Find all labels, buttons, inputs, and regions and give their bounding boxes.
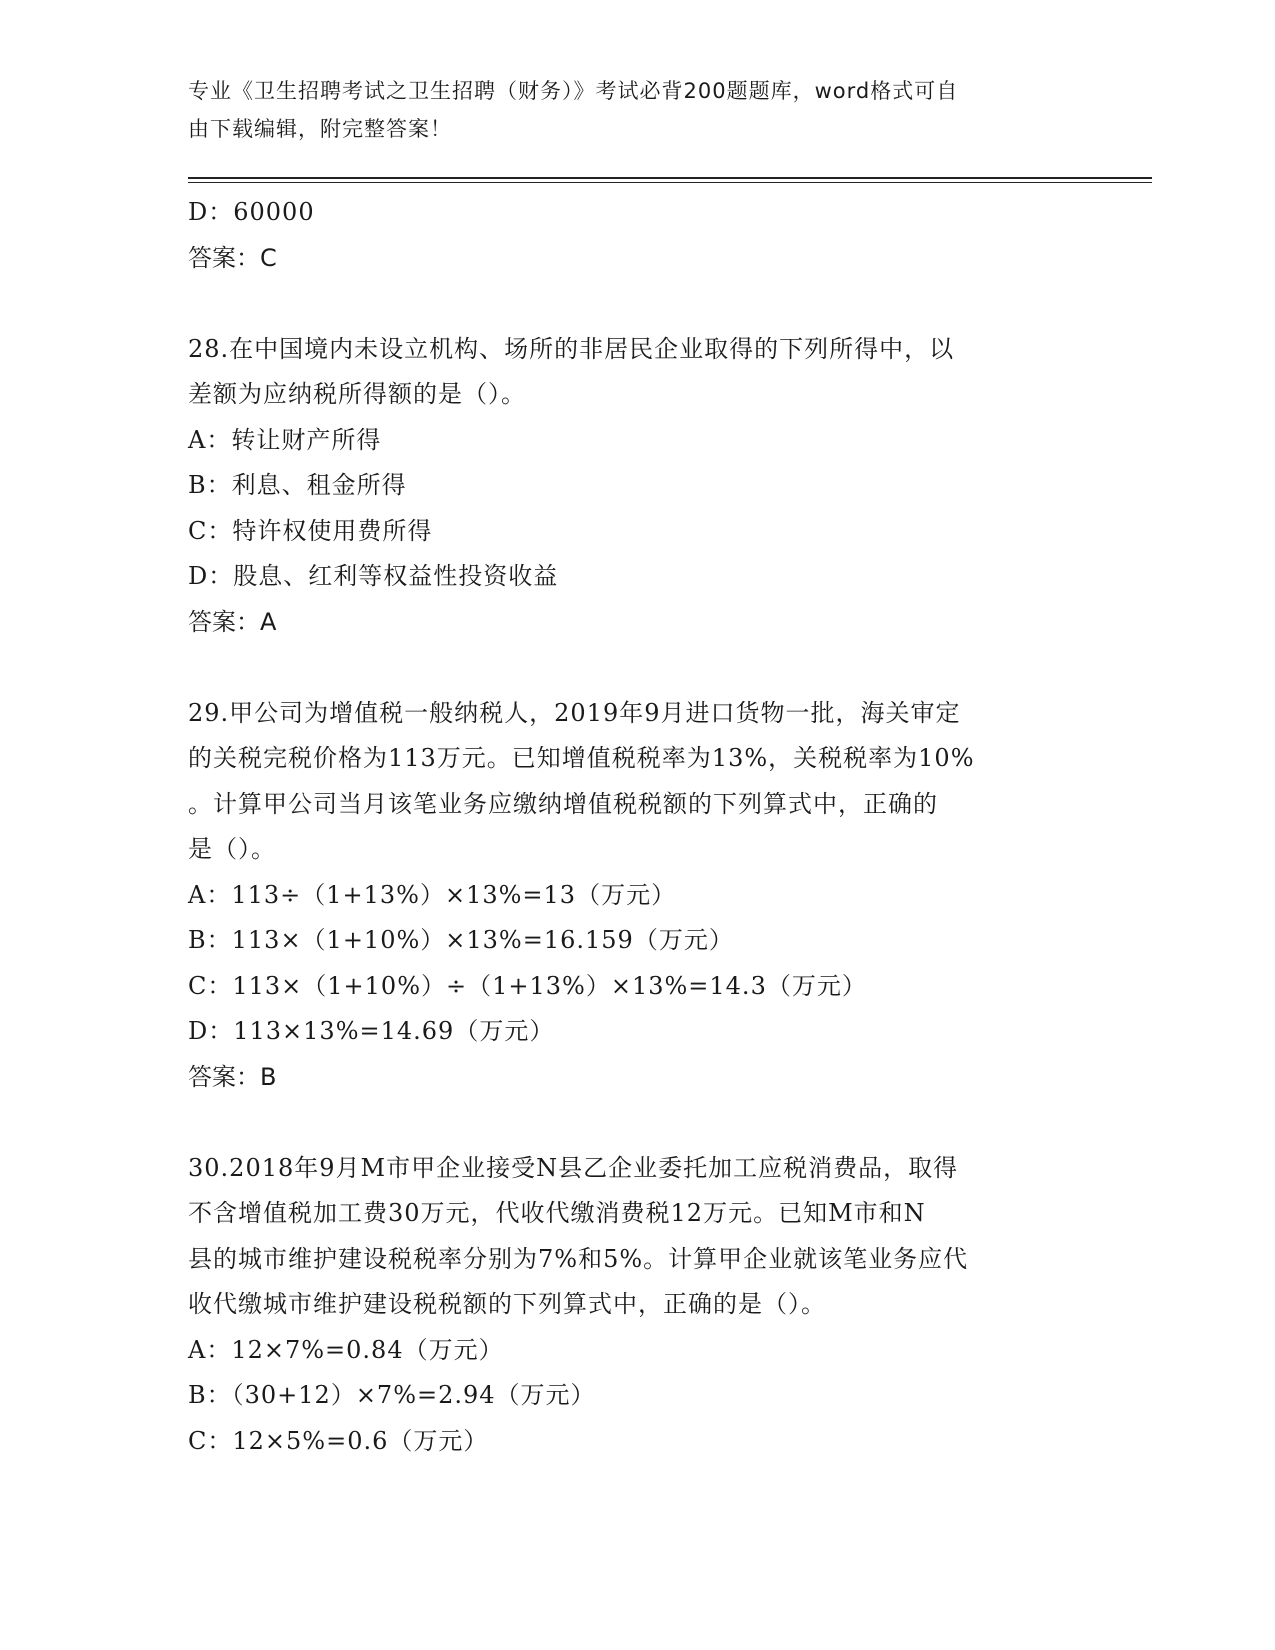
header-rule-thick	[188, 177, 1152, 179]
question-stem-line: 29.甲公司为增值税一般纳税人，2019年9月进口货物一批，海关审定	[188, 698, 961, 727]
header-rule-thin	[188, 182, 1152, 183]
option-a: A：12×7%=0.84（万元）	[188, 1335, 504, 1364]
question-stem-line: 县的城市维护建设税税率分别为7%和5%。计算甲企业就该笔业务应代	[188, 1244, 969, 1273]
question-stem-line: 28.在中国境内未设立机构、场所的非居民企业取得的下列所得中，以	[188, 334, 955, 363]
spacer	[188, 645, 1088, 691]
option-b: B：利息、租金所得	[188, 471, 407, 499]
answer: 答案：C	[188, 243, 277, 272]
question-stem-line: 收代缴城市维护建设税税额的下列算式中，正确的是（）。	[188, 1290, 826, 1318]
answer: 答案：B	[188, 1062, 277, 1091]
option-c: C：113×（1+10%）÷（1+13%）×13%=14.3（万元）	[188, 971, 867, 1000]
answer: 答案：A	[188, 607, 277, 636]
question-29	[188, 691, 1088, 1101]
option-c: C：12×5%=0.6（万元）	[188, 1426, 489, 1455]
option-a: A：转让财产所得	[188, 425, 382, 454]
question-stem-line: 不含增值税加工费30万元，代收代缴消费税12万元。已知M市和N	[188, 1199, 926, 1227]
document-header	[188, 72, 1088, 148]
question-27-tail	[188, 190, 1088, 281]
option-b: B：（30+12）×7%=2.94（万元）	[188, 1381, 596, 1409]
spacer	[188, 281, 1088, 327]
question-stem-line: 差额为应纳税所得额的是（）。	[188, 380, 526, 408]
question-28	[188, 327, 1088, 646]
question-stem-line: 30.2018年9月M市甲企业接受N县乙企业委托加工应税消费品，取得	[188, 1153, 959, 1182]
option-d: D：113×13%=14.69（万元）	[188, 1017, 555, 1045]
question-stem-line: 。计算甲公司当月该笔业务应缴纳增值税税额的下列算式中，正确的	[188, 789, 938, 818]
spacer	[188, 1100, 1088, 1146]
option-b: B：113×（1+10%）×13%=16.159（万元）	[188, 926, 734, 954]
option-c: C：特许权使用费所得	[188, 516, 433, 545]
option-d: D：股息、红利等权益性投资收益	[188, 562, 559, 590]
option-d: D：60000	[188, 198, 315, 226]
question-30	[188, 1146, 1088, 1465]
option-a: A：113÷（1+13%）×13%=13（万元）	[188, 880, 677, 909]
question-stem-line: 的关税完税价格为113万元。已知增值税税率为13%，关税税率为10%	[188, 744, 975, 772]
header-line-2: 由下载编辑，附完整答案！	[188, 117, 452, 141]
document-body	[188, 190, 1088, 1464]
header-line-1: 专业《卫生招聘考试之卫生招聘（财务）》考试必背200题题库，word格式可自	[188, 79, 959, 103]
question-stem-line: 是（）。	[188, 835, 276, 863]
